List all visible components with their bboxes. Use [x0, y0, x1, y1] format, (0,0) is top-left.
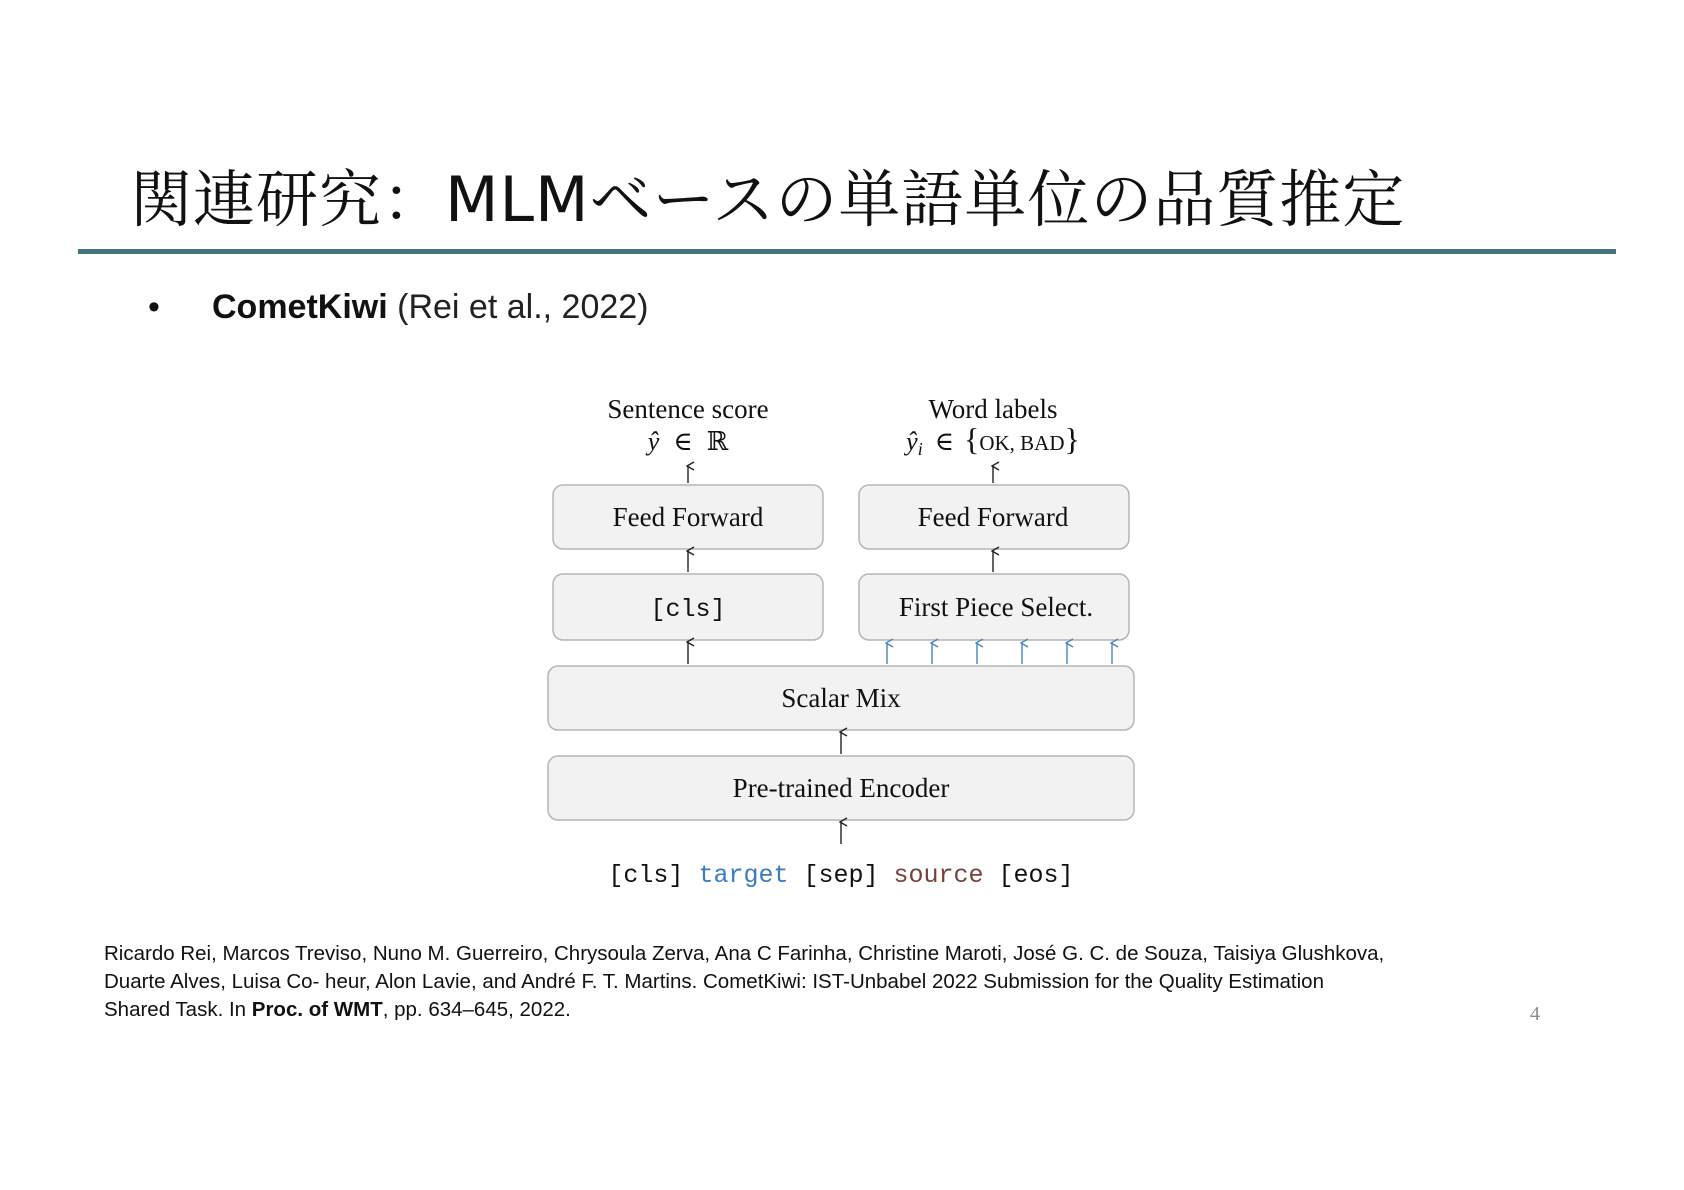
cls-pooling-label: [cls]: [650, 595, 726, 624]
formula-set: ℝ: [706, 427, 729, 456]
word-labels-caption: Word labels: [928, 394, 1058, 424]
formula-op: ∈: [673, 427, 693, 456]
scalar-mix-label: Scalar Mix: [781, 683, 901, 713]
input-sequence: [608, 861, 1073, 890]
reference-line-3-prefix: Shared Task. In: [104, 998, 252, 1021]
formula-set: OK, BAD: [979, 431, 1065, 455]
token-arrows-group: [887, 643, 1112, 664]
reference-line-3: [104, 996, 1504, 1024]
citation: (Rei et al., 2022): [397, 288, 649, 326]
formula-op: ∈: [934, 427, 954, 456]
reference-line-3-suffix: , pp. 634–645, 2022.: [382, 998, 571, 1021]
feed-forward-right-label: Feed Forward: [917, 502, 1069, 532]
sentence-score-caption: Sentence score: [607, 394, 769, 424]
formula-brace-close: }: [1064, 421, 1080, 457]
model-name: CometKiwi: [212, 288, 388, 326]
word-labels-formula: [903, 421, 1080, 459]
token-eos: [eos]: [998, 861, 1074, 890]
token-cls: [cls]: [608, 861, 684, 890]
first-piece-select-label: First Piece Select.: [898, 592, 1094, 622]
formula-var: ŷ: [647, 427, 660, 456]
encoder-label: Pre-trained Encoder: [732, 773, 950, 803]
reference-line-1: Ricardo Rei, Marcos Treviso, Nuno M. Guerreiro, Chrysoula Zerva, Ana C Farinha, Christine Maroti, José G. C. de Souza, Taisiya Glushkova,: [104, 942, 1385, 965]
sentence-score-formula: [645, 427, 729, 456]
page-number: 4: [1530, 1003, 1540, 1025]
token-sep: [sep]: [803, 861, 879, 890]
slide-title: 関連研究：MLMベースの単語単位の品質推定: [130, 163, 1406, 236]
formula-sub: i: [917, 439, 923, 459]
reference-citation: [104, 940, 1504, 1024]
bullet-marker: •: [148, 288, 160, 326]
feed-forward-left-label: Feed Forward: [612, 502, 764, 532]
reference-venue: Proc. of WMT: [251, 998, 383, 1021]
token-target: target: [698, 861, 789, 890]
formula-var: ŷ: [906, 427, 918, 456]
reference-line-2: Duarte Alves, Luisa Co- heur, Alon Lavie, and André F. T. Martins. CometKiwi: IST-Unbabel 2022 Submission for the Quality Estimation: [104, 970, 1324, 993]
token-source: source: [893, 861, 984, 890]
formula-brace-open: {: [963, 421, 980, 457]
